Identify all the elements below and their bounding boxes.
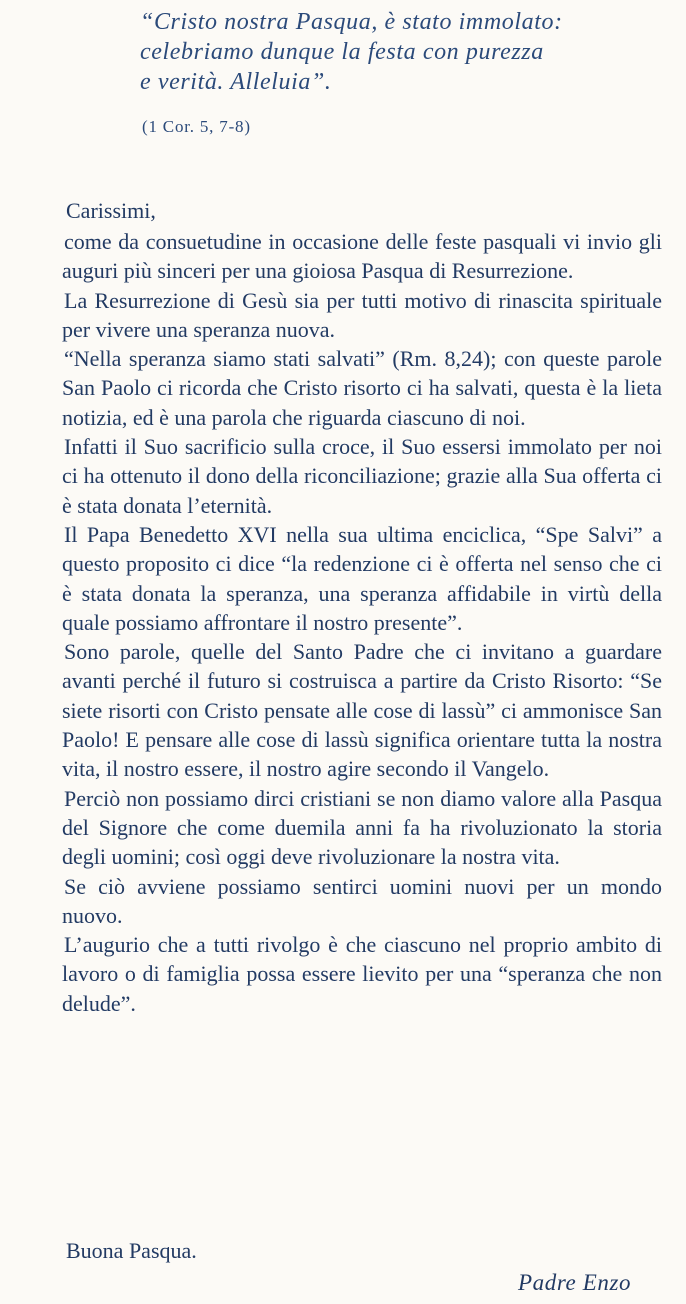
letter-body xyxy=(62,227,662,1018)
letter-paragraph: come da consuetudine in occasione delle feste pasquali vi invio gli auguri più sinceri per una gioiosa Pasqua di Resurrezione. xyxy=(62,229,662,284)
epigraph-citation: (1 Cor. 5, 7-8) xyxy=(142,117,251,136)
letter-paragraph: “Nella speranza siamo stati salvati” (Rm. 8,24); con queste parole San Paolo ci ricorda che Cristo risorto ci ha salvati, questa è la lieta notizia, ed è una parola che riguarda ciascuno di noi. xyxy=(62,346,662,430)
letter-paragraph: Se ciò avviene possiamo sentirci uomini nuovi per un mondo nuovo. xyxy=(62,873,662,928)
letter-signature: Padre Enzo xyxy=(518,1270,632,1295)
epigraph-quote xyxy=(140,7,660,97)
letter-paragraph: Perciò non possiamo dirci cristiani se non diamo valore alla Pasqua del Signore che come duemila anni fa ha rivoluzionato la storia degli uomini; così oggi deve rivoluzionare la nostra vita. xyxy=(62,785,662,870)
epigraph-line: celebriamo dunque la festa con purezza xyxy=(140,39,544,65)
letter-closing: Buona Pasqua. xyxy=(66,1238,197,1263)
letter-paragraph: L’augurio che a tutti rivolgo è che ciascuno nel proprio ambito di lavoro o di famiglia possa essere lievito per una “speranza che non delude”. xyxy=(62,932,662,1016)
letter-paragraph: Sono parole, quelle del Santo Padre che ci invitano a guardare avanti perché il futuro si costruisca a partire da Cristo Risorto: “Se siete risorti con Cristo pensate alle cose di lassù” ci ammonisce San Paolo! E pensare alle cose di lassù significa orientare tutta la nostra vita, il nostro essere, il nostro agire secondo il Vangelo. xyxy=(62,639,662,782)
letter-paragraph: La Resurrezione di Gesù sia per tutti motivo di rinascita spirituale per vivere una speranza nuova. xyxy=(62,287,662,342)
epigraph-line: e verità. Alleluia”. xyxy=(140,69,332,95)
letter-salutation: Carissimi, xyxy=(66,198,156,223)
letter-paragraph: Infatti il Suo sacrificio sulla croce, il Suo essersi immolato per noi ci ha ottenuto il dono della riconciliazione; grazie alla Sua offerta ci è stata donata l’eternità. xyxy=(62,434,662,518)
epigraph-line: “Cristo nostra Pasqua, è stato immolato: xyxy=(140,9,563,35)
letter-paragraph: Il Papa Benedetto XVI nella sua ultima enciclica, “Spe Salvi” a questo proposito ci dice “la redenzione ci è offerta nel senso che ci è stata donata la speranza, una speranza affidabile in virtù della quale possiamo affrontare il nostro presente”. xyxy=(62,521,662,635)
